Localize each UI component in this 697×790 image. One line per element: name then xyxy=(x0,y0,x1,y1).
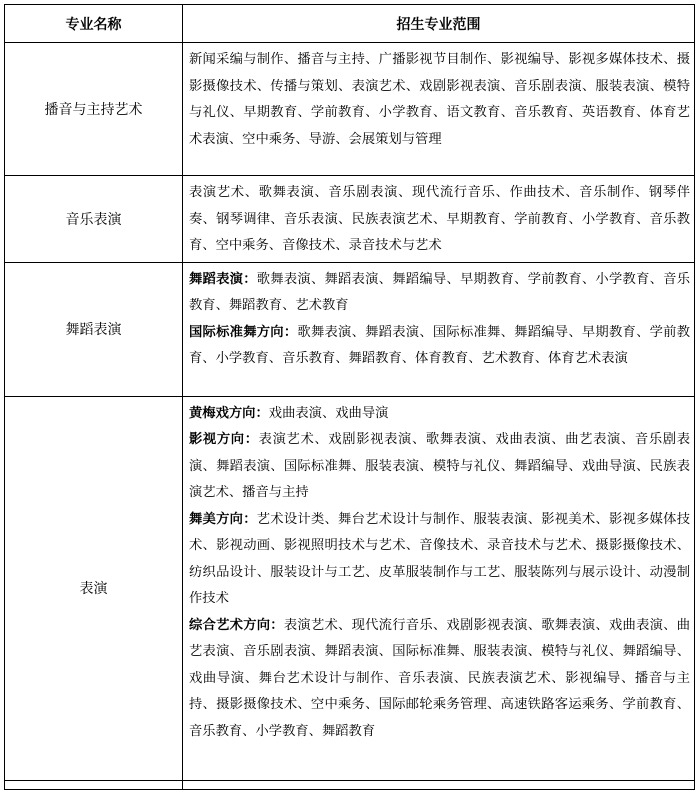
scope-text xyxy=(183,396,695,780)
header-major-name: 专业名称 xyxy=(5,5,183,43)
direction-label: 国际标准舞方向： xyxy=(189,324,298,340)
table-row xyxy=(5,396,695,780)
header-enrollment-scope: 招生专业范围 xyxy=(183,5,695,43)
direction-paragraph xyxy=(189,401,690,428)
empty-cell xyxy=(5,780,183,789)
major-name: 表演 xyxy=(5,396,183,780)
scope-text xyxy=(183,43,695,176)
direction-text: 歌舞表演、舞蹈表演、舞蹈编导、早期教育、学前教育、小学教育、音乐教育、舞蹈教育、艺术教育 xyxy=(189,271,691,313)
table-row xyxy=(5,262,695,396)
direction-label: 舞美方向： xyxy=(189,511,257,527)
table-row xyxy=(5,176,695,263)
scope-paragraph: 新闻采编与制作、播音与主持、广播影视节目制作、影视编导、影视多媒体技术、摄影摄像技术、传播与策划、表演艺术、戏剧影视表演、音乐剧表演、服装表演、模特与礼仪、早期教育、学前教育、小学教育、语文教育、音乐教育、英语教育、体育艺术表演、空中乘务、导游、会展策划与管理 xyxy=(189,52,690,147)
table-row-partial xyxy=(5,780,695,789)
direction-paragraph xyxy=(189,267,690,320)
table-row xyxy=(5,43,695,176)
table-header-row xyxy=(5,5,695,43)
major-name: 音乐表演 xyxy=(5,176,183,263)
direction-text: 表演艺术、戏剧影视表演、歌舞表演、戏曲表演、曲艺表演、音乐剧表演、舞蹈表演、国际标准舞、服装表演、模特与礼仪、舞蹈编导、戏曲导演、民族表演艺术、播音与主持 xyxy=(189,432,690,500)
direction-text: 艺术设计类、舞台艺术设计与制作、服装表演、影视美术、影视多媒体技术、影视动画、影视照明技术与艺术、音像技术、录音技术与艺术、摄影摄像技术、纺织品设计、服装设计与工艺、皮革服装制作与工艺、服装陈列与展示设计、动漫制作技术 xyxy=(189,511,691,606)
direction-paragraph xyxy=(189,320,690,373)
scope-text xyxy=(183,262,695,396)
direction-paragraph xyxy=(189,507,690,613)
major-name: 播音与主持艺术 xyxy=(5,43,183,176)
direction-text: 表演艺术、现代流行音乐、戏剧影视表演、歌舞表演、戏曲表演、曲艺表演、音乐剧表演、舞蹈表演、国际标准舞、服装表演、模特与礼仪、舞蹈编导、戏曲导演、舞台艺术设计与制作、音乐表演、民族表演艺术、影视编导、播音与主持、摄影摄像技术、空中乘务、国际邮轮乘务管理、高速铁路客运乘务、学前教育、音乐教育、小学教育、舞蹈教育 xyxy=(189,617,691,739)
direction-label: 综合艺术方向： xyxy=(189,617,284,633)
direction-label: 黄梅戏方向： xyxy=(189,405,269,421)
direction-text: 戏曲表演、戏曲导演 xyxy=(268,405,389,421)
scope-paragraph: 表演艺术、歌舞表演、音乐剧表演、现代流行音乐、作曲技术、音乐制作、钢琴伴奏、钢琴调律、音乐表演、民族表演艺术、早期教育、学前教育、小学教育、音乐教育、空中乘务、音像技术、录音技术与艺术 xyxy=(189,185,690,253)
direction-paragraph xyxy=(189,427,690,507)
empty-cell xyxy=(183,780,695,789)
enrollment-scope-table xyxy=(4,4,695,790)
major-name: 舞蹈表演 xyxy=(5,262,183,396)
direction-text: 歌舞表演、舞蹈表演、国际标准舞、舞蹈编导、早期教育、学前教育、小学教育、音乐教育、舞蹈教育、体育教育、艺术教育、体育艺术表演 xyxy=(189,324,691,366)
direction-paragraph xyxy=(189,613,690,746)
direction-label: 影视方向： xyxy=(189,432,259,447)
direction-label: 舞蹈表演： xyxy=(189,271,257,287)
scope-text xyxy=(183,176,695,263)
